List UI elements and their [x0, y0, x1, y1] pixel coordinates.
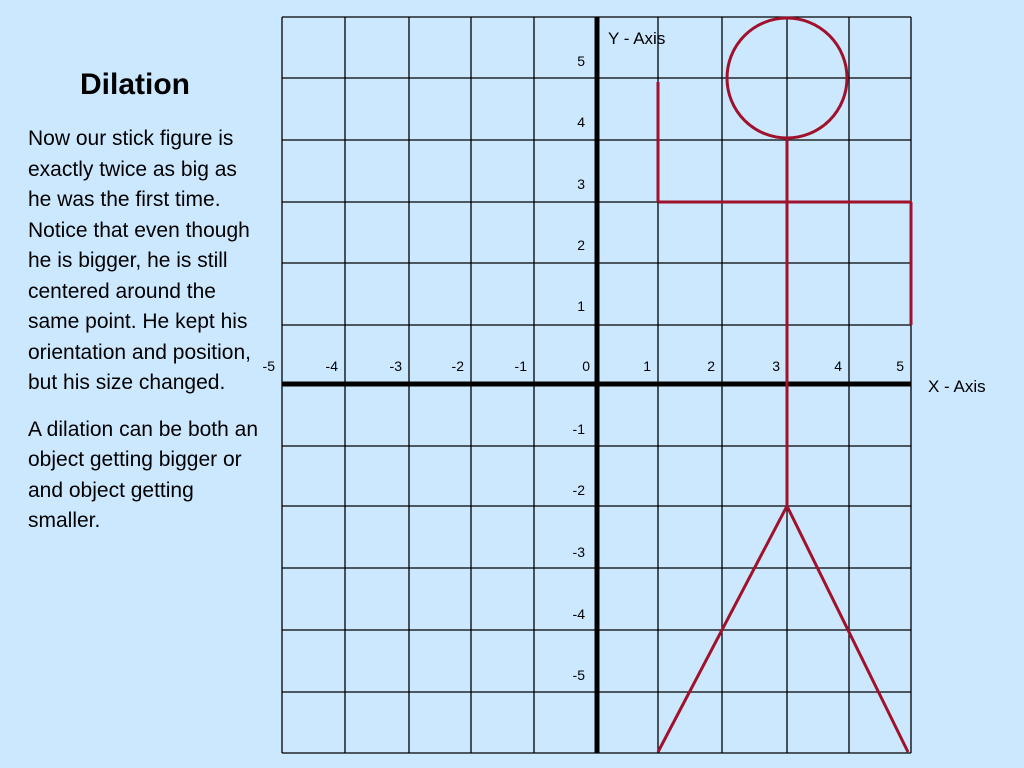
x-axis-title: X - Axis [928, 377, 986, 396]
x-tick-label: 5 [896, 358, 904, 374]
x-tick-labels [263, 358, 905, 374]
figure-right-leg [787, 506, 908, 752]
y-axis-title: Y - Axis [608, 29, 666, 48]
paragraph-2: A dilation can be both an object getting bigger or and object getting smaller. [28, 417, 259, 532]
x-tick-label: -1 [514, 358, 527, 374]
y-tick-label: -4 [572, 606, 585, 622]
x-tick-label: -5 [262, 358, 275, 374]
x-tick-label: -3 [389, 358, 402, 374]
x-tick-label: -4 [325, 358, 338, 374]
paragraph-1: Now our stick figure is exactly twice as big as he was the first time. Notice that even though he is bigger, he is still centered around the same point. He kept his orientation and position, but his size changed. [28, 127, 251, 394]
x-tick-label: 3 [772, 358, 780, 374]
slide-title: Dilation [80, 68, 190, 101]
x-tick-label: 4 [834, 358, 842, 374]
y-tick-label: 5 [577, 53, 585, 69]
y-tick-label: 4 [577, 114, 585, 130]
x-tick-label: 0 [582, 358, 590, 374]
y-tick-label: -5 [572, 667, 585, 683]
y-tick-label: -1 [572, 421, 585, 437]
x-tick-label: 2 [707, 358, 715, 374]
x-tick-label: 1 [643, 358, 651, 374]
x-tick-label: -2 [451, 358, 464, 374]
y-tick-label: 3 [577, 176, 585, 192]
y-tick-label: 1 [577, 298, 585, 314]
y-tick-label: -2 [572, 482, 585, 498]
y-tick-label: 2 [577, 237, 585, 253]
y-tick-label: -3 [572, 544, 585, 560]
